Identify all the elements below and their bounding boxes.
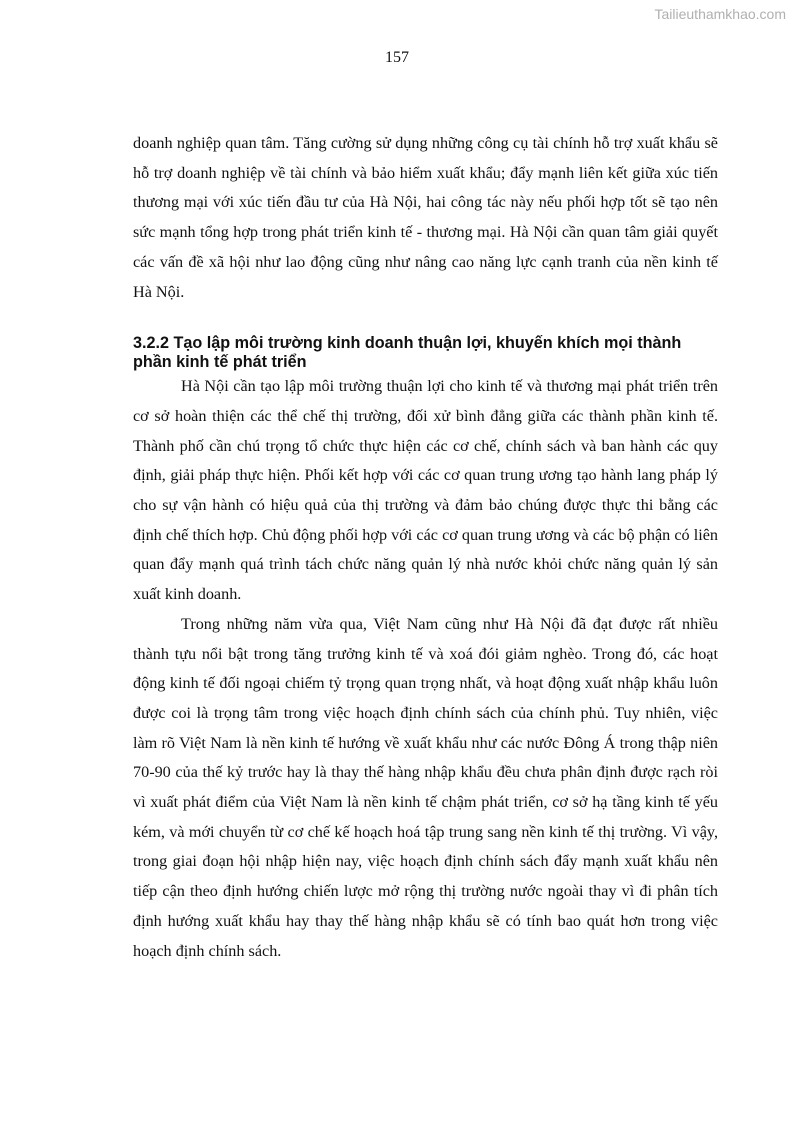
paragraph-3: Trong những năm vừa qua, Việt Nam cũng như Hà Nội đã đạt được rất nhiều thành tựu nổi bật trong tăng trưởng kinh tế và xoá đói giảm nghèo. Trong đó, các hoạt động kinh tế đối ngoại chiếm tỷ trọng quan trọng nhất, và hoạt động xuất nhập khẩu luôn được coi là trọng tâm trong việc hoạch định chính sách của chính phủ. Tuy nhiên, việc làm rõ Việt Nam là nền kinh tế hướng về xuất khẩu như các nước Đông Á trong thập niên 70-90 của thế kỷ trước hay là thay thế hàng nhập khẩu đều chưa phân định được rạch ròi vì xuất phát điểm của Việt Nam là nền kinh tế chậm phát triển, cơ sở hạ tầng kinh tế yếu kém, và mới chuyển từ cơ chế kế hoạch hoá tập trung sang nền kinh tế thị trường. Vì vậy, trong giai đoạn hội nhập hiện nay, việc hoạch định chính sách đẩy mạnh xuất khẩu nên tiếp cận theo định hướng chiến lược mở rộng thị trường nước ngoài thay vì đi phân tích định hướng xuất khẩu hay thay thế hàng nhập khẩu sẽ có tính bao quát hơn trong việc hoạch định chính sách. xyxy=(133,614,718,960)
section-heading: 3.2.2 Tạo lập môi trường kinh doanh thuận lợi, khuyến khích mọi thành phần kinh tế phát triển xyxy=(133,334,682,372)
page-number: 157 xyxy=(385,49,409,66)
paragraph-2: Hà Nội cần tạo lập môi trường thuận lợi cho kinh tế và thương mại phát triển trên cơ sở hoàn thiện các thể chế thị trường, đối xử bình đẳng giữa các thành phần kinh tế. Thành phố cần chú trọng tổ chức thực hiện các cơ chế, chính sách và ban hành các quy định, giải pháp thực hiện. Phối kết hợp với các cơ quan trung ương tạo hành lang pháp lý cho sự vận hành có hiệu quả của thị trường và đảm bảo chúng được thực thi bằng các định chế thích hợp. Chủ động phối hợp với các cơ quan trung ương và các bộ phận có liên quan đẩy mạnh quá trình tách chức năng quản lý nhà nước khỏi chức năng quản lý sản xuất kinh doanh. xyxy=(133,377,718,604)
paragraph-1: doanh nghiệp quan tâm. Tăng cường sử dụng những công cụ tài chính hỗ trợ xuất khẩu sẽ hỗ trợ doanh nghiệp về tài chính và bảo hiểm xuất khẩu; đẩy mạnh liên kết giữa xúc tiến thương mại với xúc tiến đầu tư của Hà Nội, hai công tác này nếu phối hợp tốt sẽ tạo nên sức mạnh tổng hợp trong phát triển kinh tế - thương mại. Hà Nội cần quan tâm giải quyết các vấn đề xã hội như lao động cũng như nâng cao năng lực cạnh tranh của nền kinh tế Hà Nội. xyxy=(133,134,718,301)
document-body xyxy=(133,129,718,966)
watermark: Tailieuthamkhao.com xyxy=(654,6,786,22)
